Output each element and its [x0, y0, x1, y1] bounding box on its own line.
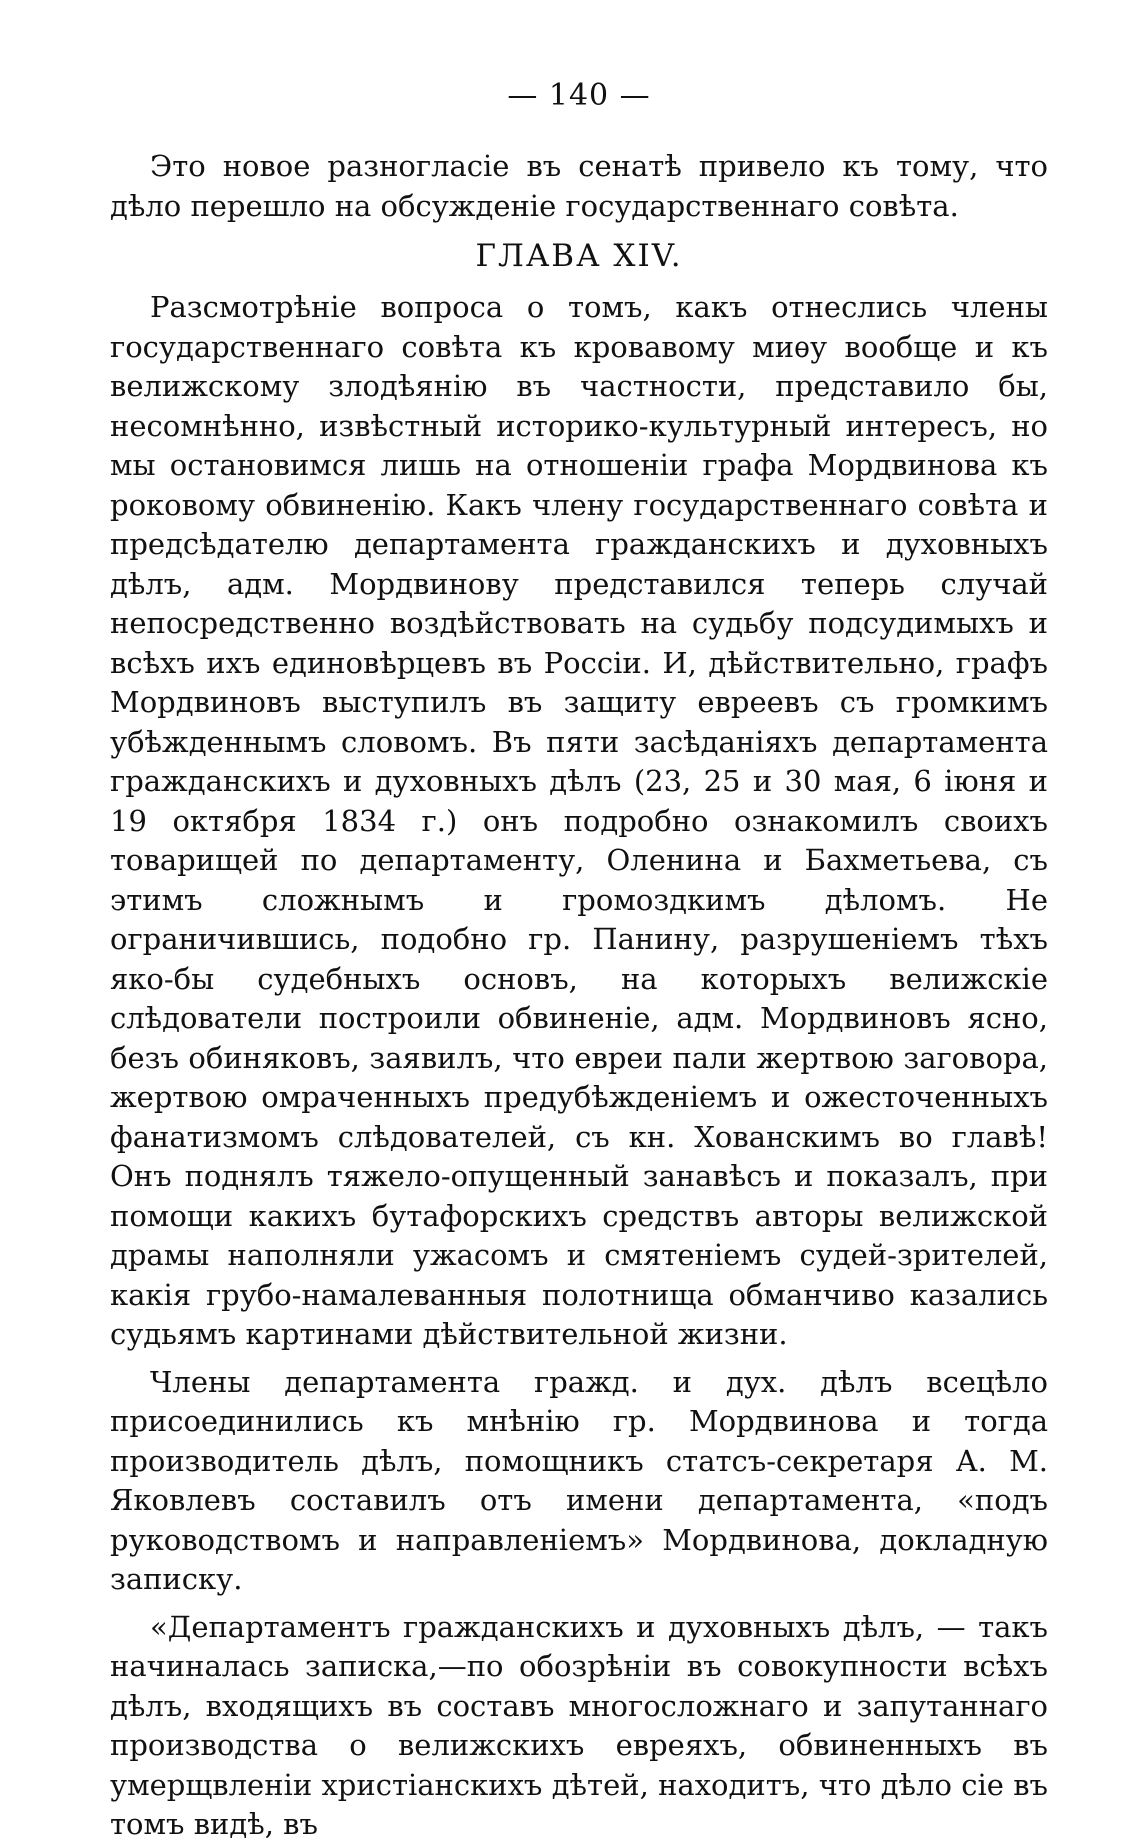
- paragraph-1: Разсмотрѣніе вопроса о томъ, какъ отнеслись члены государственнаго совѣта къ кровавому миѳу вообще и къ велижскому злодѣянію въ частности, представило бы, несомнѣнно, извѣстный историко-культурный интересъ, но мы остановимся лишь на отношеніи графа Мордвинова къ роковому обвиненію. Какъ члену государственнаго совѣта и предсѣдателю департамента гражданскихъ и духовныхъ дѣлъ, адм. Мордвинову представился теперь случай непосредственно воздѣйствовать на судьбу подсудимыхъ и всѣхъ ихъ единовѣрцевъ въ Россіи. И, дѣйствительно, графъ Мордвиновъ выступилъ въ защиту евреевъ съ громкимъ убѣжденнымъ словомъ. Въ пяти засѣданіяхъ департамента гражданскихъ и духовныхъ дѣлъ (23, 25 и 30 мая, 6 іюня и 19 октября 1834 г.) онъ подробно ознакомилъ своихъ товарищей по департаменту, Оленина и Бахметьева, съ этимъ сложнымъ и громоздкимъ дѣломъ. Не ограничившись, подобно гр. Панину, разрушеніемъ тѣхъ яко-бы судебныхъ основъ, на которыхъ велижскіе слѣдователи построили обвиненіе, адм. Мордвиновъ ясно, безъ обиняковъ, заявилъ, что евреи пали жертвою заговора, жертвою омраченныхъ предубѣжденіемъ и ожесточенныхъ фанатизмомъ слѣдователей, съ кн. Хованскимъ во главѣ! Онъ поднялъ тяжело-опущенный занавѣсъ и показалъ, при помощи какихъ бутафорскихъ средствъ авторы велижской драмы наполняли ужасомъ и смятеніемъ судей-зрителей, какія грубо-намалеванныя полотнища обманчиво казались судьямъ картинами дѣйствительной жизни.: [110, 290, 1048, 1351]
- page-number: — 140 —: [507, 78, 651, 113]
- chapter-title: ГЛАВА XIV.: [475, 238, 683, 274]
- paragraph-gap: [110, 1355, 1048, 1363]
- intro-paragraph: Это новое разногласіе въ сенатѣ привело къ тому, что дѣло перешло на обсужденіе государственнаго совѣта.: [110, 149, 1048, 223]
- paragraph-2: Члены департамента гражд. и дух. дѣлъ всецѣло присоединились къ мнѣнію гр. Мордвинова и тогда производитель дѣлъ, помощникъ статсъ-секретаря А. М. Яковлевъ составилъ отъ имени департамента, «подъ руководствомъ и направленіемъ» Мордвинова, докладную записку.: [110, 1364, 1048, 1596]
- paragraph-3: «Департаментъ гражданскихъ и духовныхъ дѣлъ, — такъ начиналась записка,—по обозрѣніи въ совокупности всѣхъ дѣлъ, входящихъ въ составъ многосложнаго и запутаннаго производства о велижскихъ евреяхъ, обвиненныхъ въ умерщвленіи христіанскихъ дѣтей, находитъ, что дѣло сіе въ томъ видѣ, въ: [110, 1609, 1048, 1841]
- paragraph-gap: [110, 1600, 1048, 1608]
